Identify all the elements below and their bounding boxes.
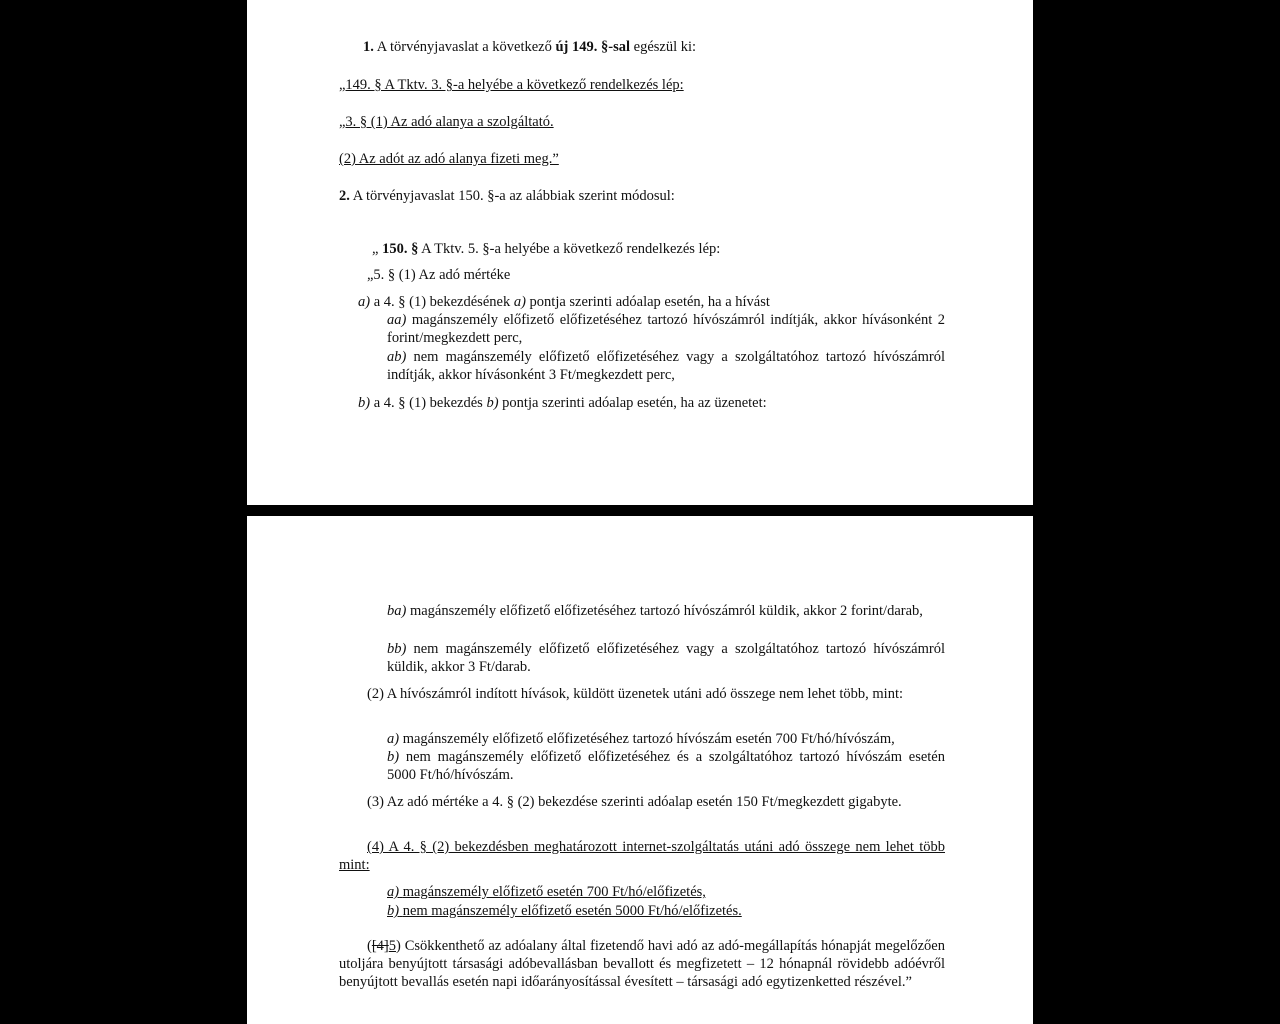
paragraph-5: ([4]5) Csökkenthető az adóalany által fizetendő havi adó az adó-megállapítás hónapját megelőzően utoljára benyújtott társasági adóbevallásban bevallott és megfizetett – 12 hónapnál rövidebb adóévről benyújtott bevallás esetén napi időarányosítással évesített – társasági adó egytizenketted részével.”: [339, 938, 945, 990]
item-text-bold: új 149. §-sal: [555, 39, 631, 55]
amendment-item-2: [339, 187, 675, 205]
item-text: A törvényjavaslat 150. §-a az alábbiak szerint módosul:: [352, 188, 675, 204]
inserted-number: 5: [388, 938, 397, 954]
deleted-number: [4]: [371, 938, 389, 954]
subpoint-ba: [387, 602, 945, 620]
paragraph-4-point-b: [387, 902, 742, 920]
point-text: magánszemély előfizető esetén 700 Ft/hó/előfizetés,: [402, 884, 706, 900]
point-a: [358, 293, 770, 311]
item-text: egészül ki:: [633, 39, 697, 55]
point-text: a 4. § (1) bekezdés: [373, 395, 483, 411]
point-label: a): [387, 884, 400, 900]
point-label: b): [387, 749, 400, 765]
quote-mark: „: [372, 241, 379, 257]
point-text: magánszemély előfizető előfizetéséhez tartozó hívószám esetén 700 Ft/hó/hívószám,: [402, 731, 895, 747]
subpoint-text: nem magánszemély előfizető előfizetéséhez vagy a szolgáltatóhoz tartozó hívószámról küldik, akkor 3 Ft/darab.: [387, 641, 945, 675]
paragraph-4-point-a: [387, 883, 706, 901]
subpoint-aa: [387, 311, 945, 347]
item-number: 2.: [339, 188, 350, 204]
point-text: nem magánszemély előfizető előfizetéséhez és a szolgáltatóhoz tartozó hívószám esetén 5000 Ft/hó/hívószám.: [387, 749, 945, 783]
section-149-heading: „149. § A Tktv. 3. §-a helyébe a következő rendelkezés lép:: [339, 77, 684, 93]
section-5-heading: „5. § (1) Az adó mértéke: [367, 267, 511, 283]
subpoint-bb: [387, 640, 945, 676]
point-text: pontja szerinti adóalap esetén, ha az üzenetet:: [502, 395, 767, 411]
paragraph-2-point-b: [387, 748, 945, 784]
subpoint-text: magánszemély előfizető előfizetéséhez tartozó hívószámról indítják, akkor hívásonként 2 forint/megkezdett perc,: [387, 312, 945, 346]
point-text: a 4. § (1) bekezdésének: [373, 294, 511, 310]
amendment-item-1: [363, 38, 696, 56]
point-label: b): [358, 395, 371, 411]
item-number: 1.: [363, 39, 374, 55]
subpoint-label: ba): [387, 603, 407, 619]
document-page-1: [247, 0, 1033, 505]
subpoint-text: magánszemély előfizető előfizetéséhez tartozó hívószámról küldik, akkor 2 forint/darab,: [409, 603, 923, 619]
section-text: A Tktv. 5. §-a helyébe a következő rendelkezés lép:: [421, 241, 721, 257]
paragraph-4: (4) A 4. § (2) bekezdésben meghatározott internet-szolgáltatás utáni adó összege nem lehet több mint:: [339, 839, 945, 873]
section-3-paragraph-1: „3. § (1) Az adó alanya a szolgáltató.: [339, 114, 554, 130]
point-text: nem magánszemély előfizető esetén 5000 Ft/hó/előfizetés.: [402, 903, 742, 919]
point-label: a): [358, 294, 371, 310]
subpoint-label: aa): [387, 312, 407, 328]
document-page-2: [247, 516, 1033, 1024]
subpoint-ab: [387, 348, 945, 384]
item-text: A törvényjavaslat a következő: [376, 39, 552, 55]
subpoint-label: bb): [387, 641, 407, 657]
paragraph-3: (3) Az adó mértéke a 4. § (2) bekezdése szerinti adóalap esetén 150 Ft/megkezdett gigabyte.: [367, 794, 902, 810]
paragraph-2: (2) A hívószámról indított hívások, küldött üzenetek utáni adó összege nem lehet több, mint:: [367, 686, 903, 702]
subpoint-text: nem magánszemély előfizető előfizetéséhez vagy a szolgáltatóhoz tartozó hívószámról indítják, akkor hívásonként 3 Ft/megkezdett perc,: [387, 349, 945, 383]
point-label: a): [387, 731, 400, 747]
paragraph-text: Csökkenthető az adóalany által fizetendő havi adó az adó-megállapítás hónapját megelőzően utoljára benyújtott társasági adóbevallásban bevallott és megfizetett – 12 hónapnál rövidebb adóévről benyújtott bevallás esetén napi időarányosítással évesített – társasági adó egytizenketted részével.”: [339, 938, 945, 990]
point-ref: a): [513, 294, 526, 310]
point-label: b): [387, 903, 400, 919]
point-b: [358, 394, 767, 412]
point-ref: b): [486, 395, 499, 411]
subpoint-label: ab): [387, 349, 407, 365]
paragraph-2-point-a: [387, 730, 945, 748]
section-150-heading: [372, 240, 720, 258]
section-3-paragraph-2: (2) Az adót az adó alanya fizeti meg.”: [339, 151, 559, 167]
point-text: pontja szerinti adóalap esetén, ha a hívást: [529, 294, 770, 310]
section-number: 150. §: [382, 241, 419, 257]
